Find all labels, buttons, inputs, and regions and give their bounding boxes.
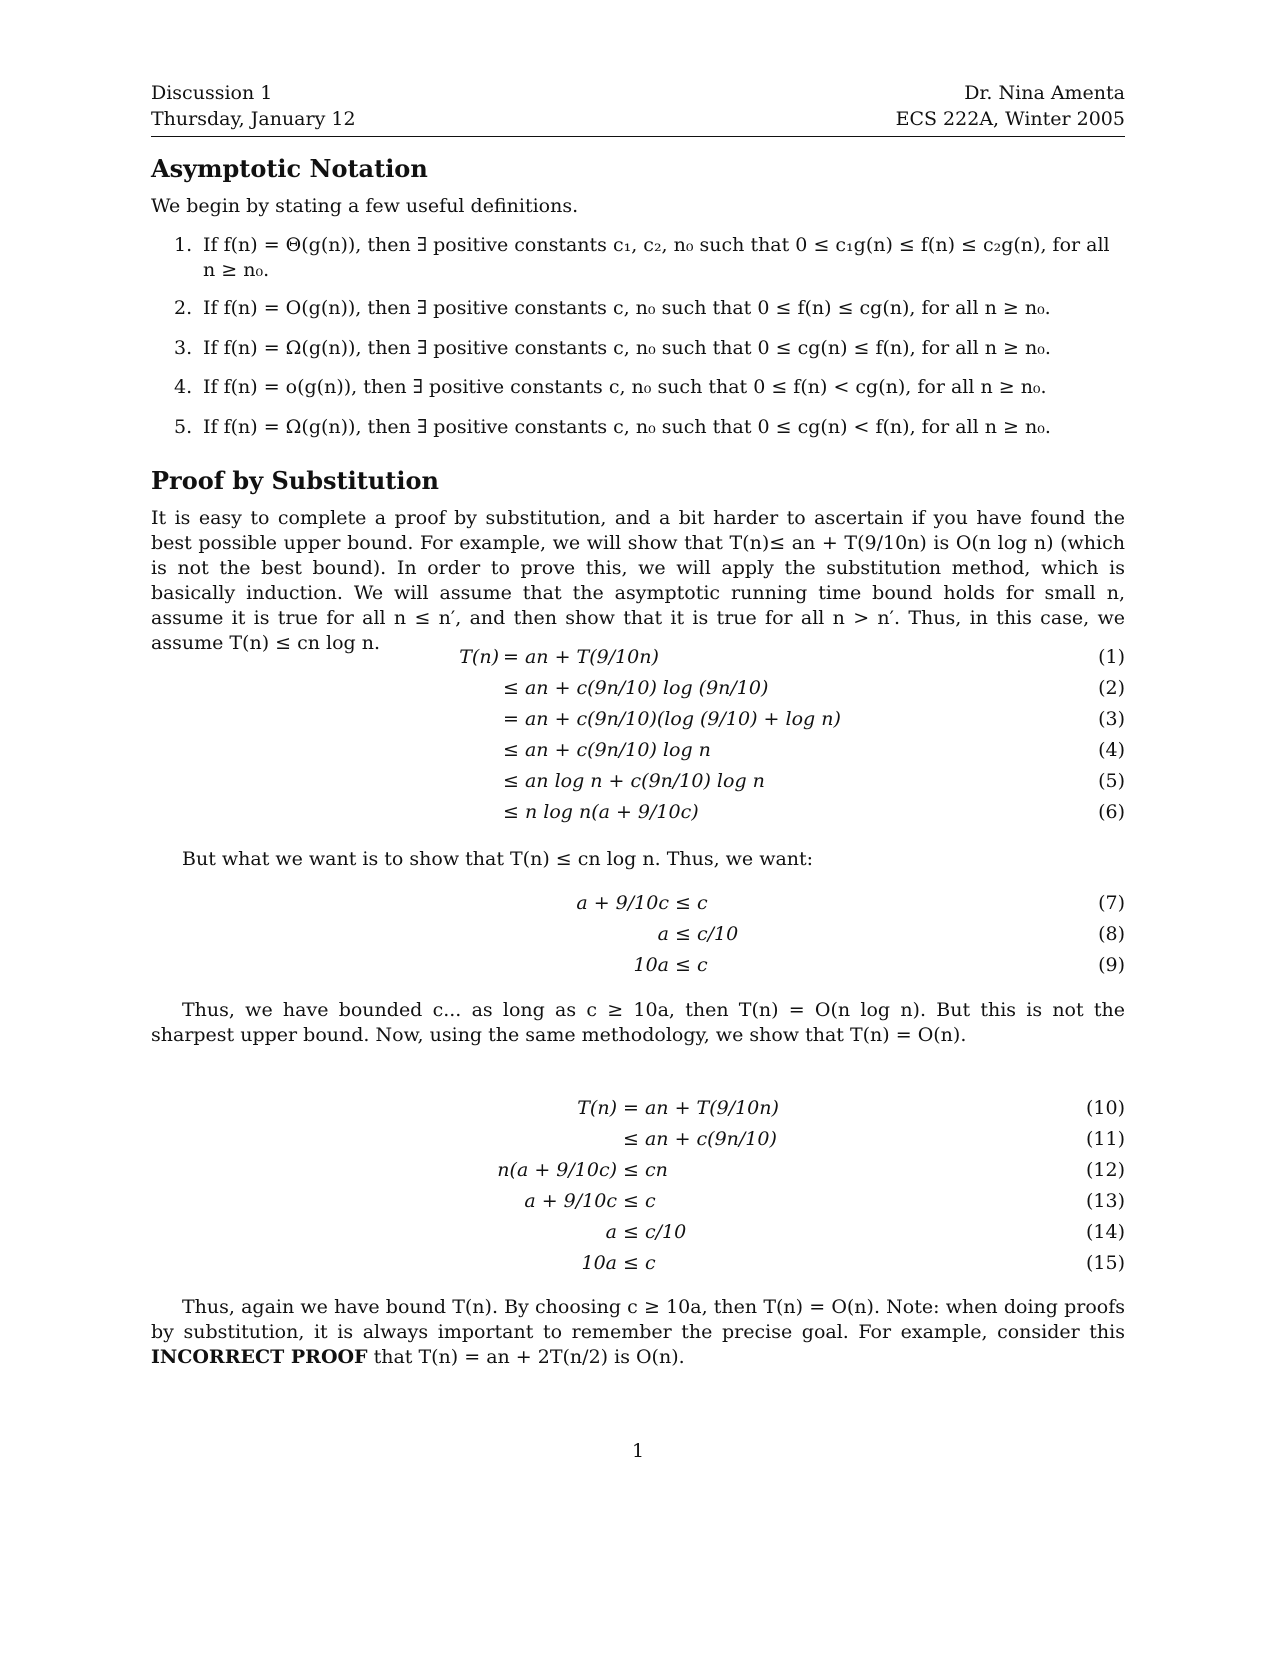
course-label: ECS 222A, Winter 2005 [895, 108, 1125, 130]
equation-row: = an + c(9n/10)(log (9/10) + log n) (3) [503, 708, 1125, 730]
section2-para4: Thus, again we have bound T(n). By choosing c ≥ 10a, then T(n) = O(n). Note: when doing proofs by substitution, it is always important to remember the precise goal. For example, consider this INCORRECT PROOF that T(n) = an + 2T(n/2) is O(n). [151, 1296, 1125, 1368]
discussion-label: Discussion 1 [151, 82, 273, 104]
section2-para3: Thus, we have bounded c... as long as c ≥ 10a, then T(n) = O(n log n). But this is not the sharpest upper bound. Now, using the same methodology, we show that T(n) = O(n). [151, 999, 1125, 1046]
equation-row: ≤ n log n(a + 9/10c) (6) [503, 801, 1125, 823]
list-item: 2. If f(n) = O(g(n)), then ∃ positive constants c, n₀ such that 0 ≤ f(n) ≤ cg(n), for all n ≥ n₀. [174, 297, 1051, 319]
list-item: 4. If f(n) = o(g(n)), then ∃ positive constants c, n₀ such that 0 ≤ f(n) < cg(n), for all n ≥ n₀. [174, 376, 1047, 398]
author-label: Dr. Nina Amenta [964, 82, 1125, 104]
section1-intro: We begin by stating a few useful definitions. [151, 195, 579, 217]
section-title-substitution: Proof by Substitution [151, 466, 439, 495]
section2-para1: It is easy to complete a proof by substitution, and a bit harder to ascertain if you have found the best possible upper bound. For example, we will show that T(n)≤ an + T(9/10n) is O(n log n) (which is not the best bound). In order to prove this, we will apply the substitution method, which is basically induction. We will assume that the asymptotic running time bound holds for small n, assume it is true for all n ≤ n′, and then show that it is true for all n > n′. Thus, in this case, we assume T(n) ≤ cn log n. [151, 507, 1125, 654]
incorrect-proof-emphasis: INCORRECT PROOF [151, 1346, 368, 1368]
equation-row: 10a ≤ c (9) [633, 954, 1125, 976]
date-label: Thursday, January 12 [151, 108, 356, 130]
equation-row: a ≤ c/10 (14) [605, 1221, 1125, 1243]
page-header [151, 80, 1125, 137]
equation-row: ≤ an log n + c(9n/10) log n (5) [503, 770, 1125, 792]
equation-row: a + 9/10c ≤ c (7) [576, 892, 1125, 914]
equation-row: ≤ an + c(9n/10) (11) [623, 1128, 1125, 1150]
list-item: 3. If f(n) = Ω(g(n)), then ∃ positive constants c, n₀ such that 0 ≤ cg(n) ≤ f(n), for all n ≥ n₀. [174, 337, 1051, 359]
list-item: 1. If f(n) = Θ(g(n)), then ∃ positive constants c₁, c₂, n₀ such that 0 ≤ c₁g(n) ≤ f(n) ≤ c₂g(n), for all n ≥ n₀. [174, 234, 1110, 281]
header-right [896, 80, 1125, 132]
equation-row: ≤ an + c(9n/10) log (9n/10) (2) [503, 677, 1125, 699]
section-title-asymptotic: Asymptotic Notation [151, 154, 428, 183]
equation-row: ≤ an + c(9n/10) log n (4) [503, 739, 1125, 761]
section2-para2: But what we want is to show that T(n) ≤ cn log n. Thus, we want: [182, 848, 814, 870]
page-number: 1 [631, 1440, 645, 1462]
list-item: 5. If f(n) = Ω(g(n)), then ∃ positive constants c, n₀ such that 0 ≤ cg(n) < f(n), for all n ≥ n₀. [174, 416, 1051, 438]
document-page [151, 80, 1125, 1462]
equation-row: T(n) = an + T(9/10n) (10) [577, 1097, 1125, 1119]
equation-row: a + 9/10c ≤ c (13) [524, 1190, 1125, 1212]
header-left [151, 80, 356, 132]
equation-row: a ≤ c/10 (8) [657, 923, 1125, 945]
equation-row: 10a ≤ c (15) [581, 1252, 1125, 1274]
equation-row: n(a + 9/10c) ≤ cn (12) [497, 1159, 1125, 1181]
equation-row: T(n) = an + T(9/10n) (1) [459, 646, 1125, 668]
